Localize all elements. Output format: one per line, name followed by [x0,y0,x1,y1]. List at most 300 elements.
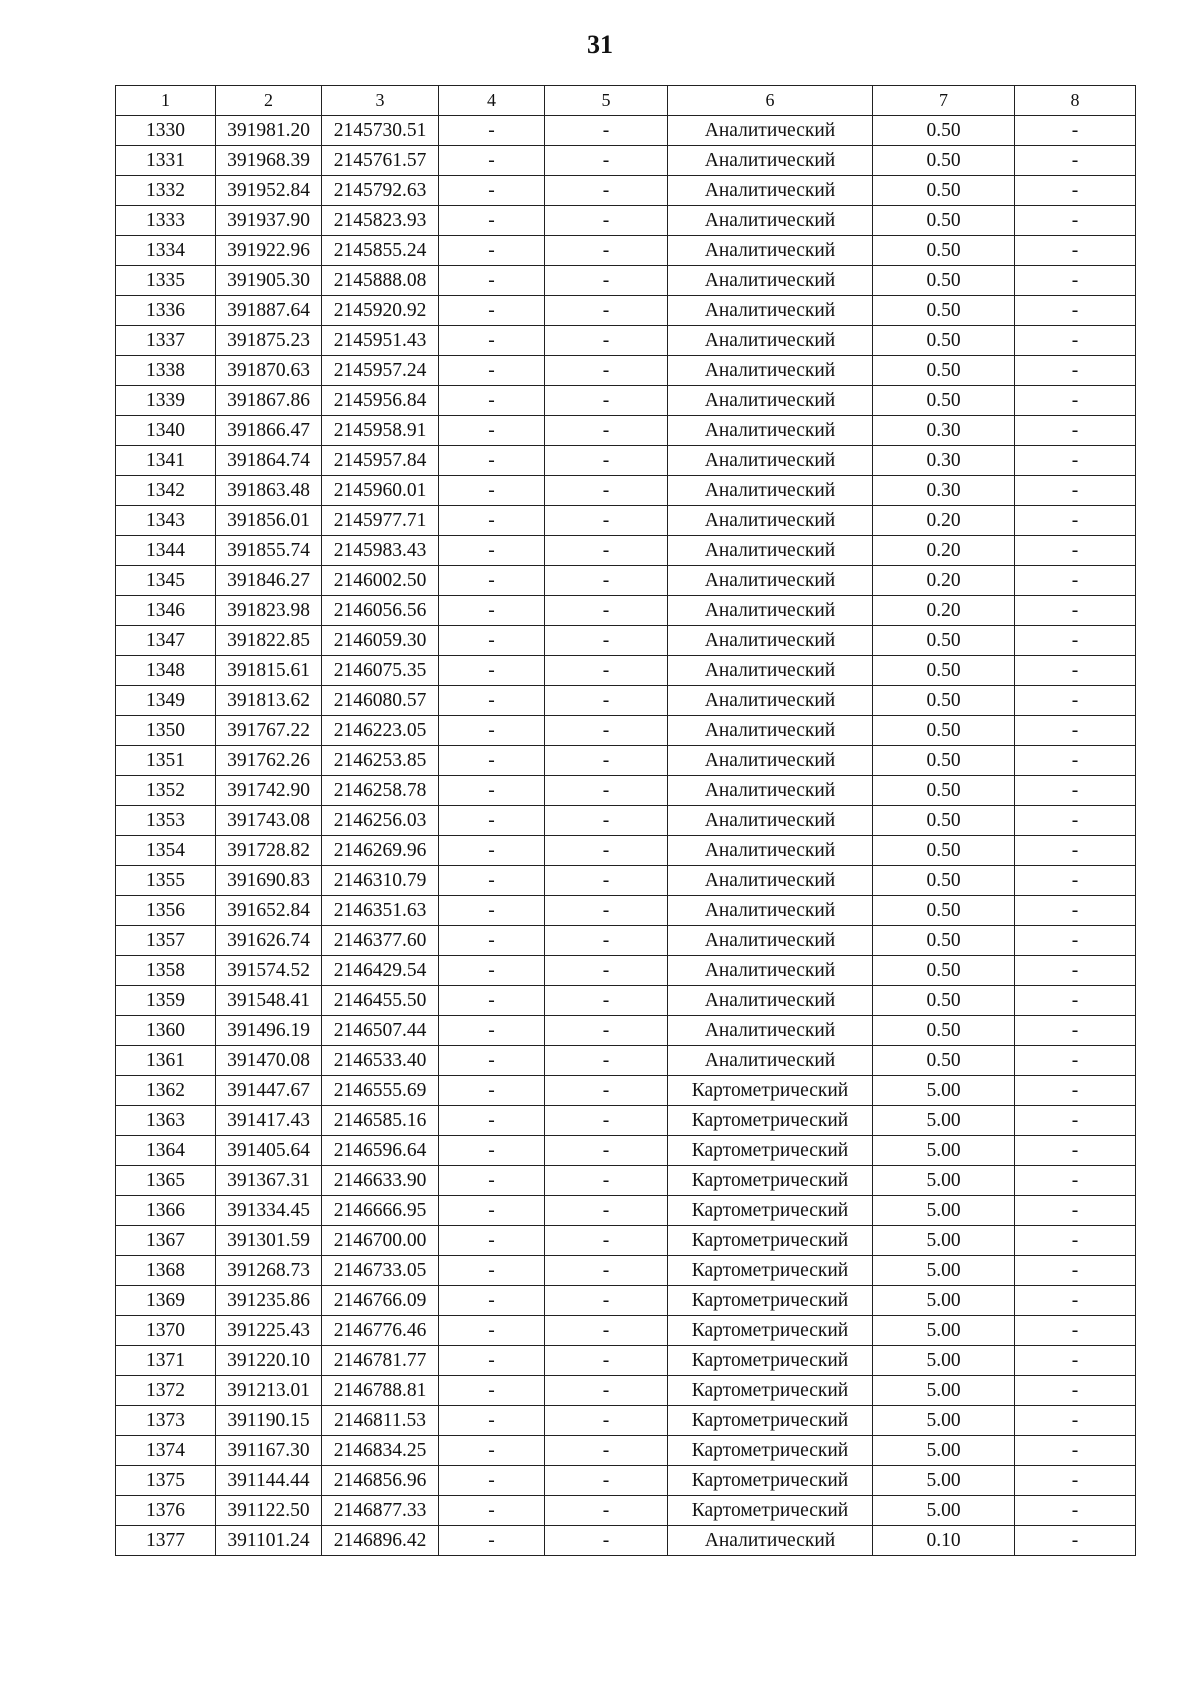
point-number-cell: 1340 [116,416,216,446]
table-row [116,1526,1136,1556]
table-row [116,1166,1136,1196]
table-row [116,446,1136,476]
method-cell: Аналитический [668,506,873,536]
y-coordinate-cell: 2146834.25 [322,1436,439,1466]
column-header: 2 [216,86,322,116]
y-coordinate-cell: 2145957.24 [322,356,439,386]
col5-cell: - [545,1106,668,1136]
y-coordinate-cell: 2145983.43 [322,536,439,566]
x-coordinate-cell: 391875.23 [216,326,322,356]
column-header: 5 [545,86,668,116]
x-coordinate-cell: 391213.01 [216,1376,322,1406]
method-cell: Аналитический [668,206,873,236]
x-coordinate-cell: 391864.74 [216,446,322,476]
point-number-cell: 1367 [116,1226,216,1256]
method-cell: Аналитический [668,386,873,416]
method-cell: Аналитический [668,356,873,386]
col5-cell: - [545,926,668,956]
col8-cell: - [1015,1316,1136,1346]
x-coordinate-cell: 391762.26 [216,746,322,776]
x-coordinate-cell: 391690.83 [216,866,322,896]
col4-cell: - [439,1106,545,1136]
method-cell: Аналитический [668,176,873,206]
accuracy-cell: 0.50 [873,746,1015,776]
col5-cell: - [545,1406,668,1436]
method-cell: Аналитический [668,956,873,986]
point-number-cell: 1346 [116,596,216,626]
y-coordinate-cell: 2146056.56 [322,596,439,626]
method-cell: Картометрический [668,1466,873,1496]
x-coordinate-cell: 391334.45 [216,1196,322,1226]
col4-cell: - [439,326,545,356]
x-coordinate-cell: 391742.90 [216,776,322,806]
col4-cell: - [439,1406,545,1436]
col4-cell: - [439,746,545,776]
point-number-cell: 1365 [116,1166,216,1196]
point-number-cell: 1348 [116,656,216,686]
col4-cell: - [439,1526,545,1556]
table-row [116,1136,1136,1166]
x-coordinate-cell: 391122.50 [216,1496,322,1526]
y-coordinate-cell: 2146811.53 [322,1406,439,1436]
accuracy-cell: 0.50 [873,206,1015,236]
col5-cell: - [545,866,668,896]
accuracy-cell: 0.50 [873,1016,1015,1046]
y-coordinate-cell: 2146002.50 [322,566,439,596]
x-coordinate-cell: 391235.86 [216,1286,322,1316]
accuracy-cell: 0.50 [873,266,1015,296]
col4-cell: - [439,1196,545,1226]
method-cell: Картометрический [668,1136,873,1166]
accuracy-cell: 0.50 [873,386,1015,416]
table-row [116,1106,1136,1136]
x-coordinate-cell: 391301.59 [216,1226,322,1256]
y-coordinate-cell: 2146596.64 [322,1136,439,1166]
x-coordinate-cell: 391220.10 [216,1346,322,1376]
col4-cell: - [439,1046,545,1076]
point-number-cell: 1363 [116,1106,216,1136]
table-row [116,1286,1136,1316]
y-coordinate-cell: 2145956.84 [322,386,439,416]
accuracy-cell: 0.50 [873,986,1015,1016]
accuracy-cell: 5.00 [873,1406,1015,1436]
y-coordinate-cell: 2146788.81 [322,1376,439,1406]
accuracy-cell: 0.20 [873,596,1015,626]
col5-cell: - [545,416,668,446]
col4-cell: - [439,1346,545,1376]
x-coordinate-cell: 391867.86 [216,386,322,416]
x-coordinate-cell: 391367.31 [216,1166,322,1196]
col5-cell: - [545,746,668,776]
x-coordinate-cell: 391447.67 [216,1076,322,1106]
accuracy-cell: 5.00 [873,1166,1015,1196]
method-cell: Аналитический [668,596,873,626]
col5-cell: - [545,1316,668,1346]
accuracy-cell: 0.10 [873,1526,1015,1556]
y-coordinate-cell: 2146666.95 [322,1196,439,1226]
table-row [116,956,1136,986]
col8-cell: - [1015,416,1136,446]
method-cell: Аналитический [668,896,873,926]
y-coordinate-cell: 2146776.46 [322,1316,439,1346]
method-cell: Аналитический [668,776,873,806]
x-coordinate-cell: 391101.24 [216,1526,322,1556]
point-number-cell: 1338 [116,356,216,386]
accuracy-cell: 0.50 [873,926,1015,956]
y-coordinate-cell: 2146080.57 [322,686,439,716]
point-number-cell: 1376 [116,1496,216,1526]
y-coordinate-cell: 2145977.71 [322,506,439,536]
col4-cell: - [439,566,545,596]
col5-cell: - [545,386,668,416]
col4-cell: - [439,296,545,326]
y-coordinate-cell: 2145958.91 [322,416,439,446]
point-number-cell: 1342 [116,476,216,506]
table-row [116,1496,1136,1526]
col8-cell: - [1015,1256,1136,1286]
col5-cell: - [545,896,668,926]
point-number-cell: 1332 [116,176,216,206]
col8-cell: - [1015,746,1136,776]
y-coordinate-cell: 2145792.63 [322,176,439,206]
x-coordinate-cell: 391855.74 [216,536,322,566]
point-number-cell: 1368 [116,1256,216,1286]
accuracy-cell: 0.50 [873,296,1015,326]
col5-cell: - [545,566,668,596]
col8-cell: - [1015,1406,1136,1436]
method-cell: Аналитический [668,1046,873,1076]
accuracy-cell: 0.50 [873,146,1015,176]
col8-cell: - [1015,1106,1136,1136]
method-cell: Аналитический [668,746,873,776]
table-row [116,296,1136,326]
accuracy-cell: 5.00 [873,1076,1015,1106]
accuracy-cell: 5.00 [873,1136,1015,1166]
table-row [116,716,1136,746]
col4-cell: - [439,1166,545,1196]
col8-cell: - [1015,1046,1136,1076]
method-cell: Аналитический [668,866,873,896]
accuracy-cell: 0.50 [873,896,1015,926]
x-coordinate-cell: 391144.44 [216,1466,322,1496]
col4-cell: - [439,1136,545,1166]
table-row [116,686,1136,716]
method-cell: Аналитический [668,1526,873,1556]
point-number-cell: 1362 [116,1076,216,1106]
x-coordinate-cell: 391887.64 [216,296,322,326]
col5-cell: - [545,836,668,866]
col5-cell: - [545,476,668,506]
col8-cell: - [1015,1016,1136,1046]
point-number-cell: 1343 [116,506,216,536]
method-cell: Аналитический [668,686,873,716]
col5-cell: - [545,1466,668,1496]
y-coordinate-cell: 2146256.03 [322,806,439,836]
x-coordinate-cell: 391496.19 [216,1016,322,1046]
accuracy-cell: 0.50 [873,176,1015,206]
method-cell: Аналитический [668,416,873,446]
col8-cell: - [1015,1466,1136,1496]
x-coordinate-cell: 391548.41 [216,986,322,1016]
point-number-cell: 1375 [116,1466,216,1496]
col8-cell: - [1015,356,1136,386]
col5-cell: - [545,176,668,206]
col8-cell: - [1015,866,1136,896]
y-coordinate-cell: 2146258.78 [322,776,439,806]
point-number-cell: 1336 [116,296,216,326]
table-row [116,1016,1136,1046]
col4-cell: - [439,446,545,476]
x-coordinate-cell: 391470.08 [216,1046,322,1076]
table-row [116,206,1136,236]
y-coordinate-cell: 2146766.09 [322,1286,439,1316]
col4-cell: - [439,686,545,716]
table-row [116,146,1136,176]
table-row [116,1406,1136,1436]
method-cell: Картометрический [668,1166,873,1196]
table-row [116,386,1136,416]
method-cell: Картометрический [668,1286,873,1316]
point-number-cell: 1352 [116,776,216,806]
accuracy-cell: 0.50 [873,716,1015,746]
col4-cell: - [439,656,545,686]
point-number-cell: 1344 [116,536,216,566]
y-coordinate-cell: 2146585.16 [322,1106,439,1136]
col8-cell: - [1015,1286,1136,1316]
col4-cell: - [439,416,545,446]
method-cell: Картометрический [668,1346,873,1376]
col8-cell: - [1015,566,1136,596]
point-number-cell: 1373 [116,1406,216,1436]
col4-cell: - [439,1376,545,1406]
y-coordinate-cell: 2145957.84 [322,446,439,476]
y-coordinate-cell: 2145960.01 [322,476,439,506]
col8-cell: - [1015,536,1136,566]
y-coordinate-cell: 2146700.00 [322,1226,439,1256]
col8-cell: - [1015,1166,1136,1196]
table-row [116,596,1136,626]
method-cell: Аналитический [668,836,873,866]
col8-cell: - [1015,236,1136,266]
y-coordinate-cell: 2146555.69 [322,1076,439,1106]
point-number-cell: 1359 [116,986,216,1016]
table-row [116,896,1136,926]
method-cell: Картометрический [668,1496,873,1526]
col5-cell: - [545,1196,668,1226]
accuracy-cell: 0.30 [873,416,1015,446]
table-row [116,986,1136,1016]
method-cell: Аналитический [668,656,873,686]
col5-cell: - [545,326,668,356]
table-row [116,176,1136,206]
accuracy-cell: 5.00 [873,1496,1015,1526]
table-row [116,1046,1136,1076]
col5-cell: - [545,116,668,146]
x-coordinate-cell: 391863.48 [216,476,322,506]
point-number-cell: 1353 [116,806,216,836]
y-coordinate-cell: 2145730.51 [322,116,439,146]
col8-cell: - [1015,386,1136,416]
col5-cell: - [545,956,668,986]
point-number-cell: 1374 [116,1436,216,1466]
point-number-cell: 1349 [116,686,216,716]
y-coordinate-cell: 2145761.57 [322,146,439,176]
x-coordinate-cell: 391815.61 [216,656,322,686]
accuracy-cell: 5.00 [873,1466,1015,1496]
table-row [116,1466,1136,1496]
point-number-cell: 1355 [116,866,216,896]
accuracy-cell: 0.30 [873,446,1015,476]
accuracy-cell: 5.00 [873,1226,1015,1256]
table-body [116,116,1136,1556]
table-row [116,866,1136,896]
point-number-cell: 1351 [116,746,216,776]
accuracy-cell: 0.50 [873,806,1015,836]
col4-cell: - [439,836,545,866]
col5-cell: - [545,596,668,626]
accuracy-cell: 0.50 [873,326,1015,356]
accuracy-cell: 0.50 [873,1046,1015,1076]
col5-cell: - [545,1136,668,1166]
point-number-cell: 1339 [116,386,216,416]
accuracy-cell: 0.30 [873,476,1015,506]
table-row [116,416,1136,446]
table-row [116,1256,1136,1286]
x-coordinate-cell: 391190.15 [216,1406,322,1436]
col4-cell: - [439,806,545,836]
point-number-cell: 1358 [116,956,216,986]
col8-cell: - [1015,806,1136,836]
col8-cell: - [1015,266,1136,296]
table-row [116,326,1136,356]
col5-cell: - [545,356,668,386]
table-row [116,1436,1136,1466]
col4-cell: - [439,1076,545,1106]
col8-cell: - [1015,1496,1136,1526]
col5-cell: - [545,1166,668,1196]
y-coordinate-cell: 2146856.96 [322,1466,439,1496]
col8-cell: - [1015,626,1136,656]
x-coordinate-cell: 391822.85 [216,626,322,656]
y-coordinate-cell: 2146455.50 [322,986,439,1016]
point-number-cell: 1361 [116,1046,216,1076]
method-cell: Картометрический [668,1376,873,1406]
accuracy-cell: 0.20 [873,506,1015,536]
table-row [116,746,1136,776]
accuracy-cell: 5.00 [873,1286,1015,1316]
point-number-cell: 1345 [116,566,216,596]
table-row [116,1196,1136,1226]
col4-cell: - [439,956,545,986]
x-coordinate-cell: 391225.43 [216,1316,322,1346]
col5-cell: - [545,1226,668,1256]
method-cell: Аналитический [668,986,873,1016]
x-coordinate-cell: 391626.74 [216,926,322,956]
col5-cell: - [545,1256,668,1286]
y-coordinate-cell: 2145855.24 [322,236,439,266]
table-row [116,1346,1136,1376]
point-number-cell: 1334 [116,236,216,266]
col4-cell: - [439,896,545,926]
col5-cell: - [545,1496,668,1526]
point-number-cell: 1330 [116,116,216,146]
point-number-cell: 1354 [116,836,216,866]
col4-cell: - [439,866,545,896]
method-cell: Аналитический [668,326,873,356]
point-number-cell: 1370 [116,1316,216,1346]
accuracy-cell: 0.50 [873,776,1015,806]
col4-cell: - [439,596,545,626]
col8-cell: - [1015,1136,1136,1166]
y-coordinate-cell: 2146269.96 [322,836,439,866]
x-coordinate-cell: 391813.62 [216,686,322,716]
col5-cell: - [545,536,668,566]
x-coordinate-cell: 391167.30 [216,1436,322,1466]
col8-cell: - [1015,1076,1136,1106]
x-coordinate-cell: 391981.20 [216,116,322,146]
x-coordinate-cell: 391652.84 [216,896,322,926]
x-coordinate-cell: 391952.84 [216,176,322,206]
accuracy-cell: 0.50 [873,836,1015,866]
coordinates-table [115,85,1136,1556]
y-coordinate-cell: 2146633.90 [322,1166,439,1196]
accuracy-cell: 0.50 [873,356,1015,386]
method-cell: Картометрический [668,1406,873,1436]
col4-cell: - [439,356,545,386]
point-number-cell: 1341 [116,446,216,476]
col8-cell: - [1015,206,1136,236]
col5-cell: - [545,236,668,266]
point-number-cell: 1364 [116,1136,216,1166]
method-cell: Аналитический [668,146,873,176]
col5-cell: - [545,206,668,236]
table-row [116,806,1136,836]
method-cell: Аналитический [668,236,873,266]
accuracy-cell: 5.00 [873,1316,1015,1346]
accuracy-cell: 0.50 [873,956,1015,986]
x-coordinate-cell: 391937.90 [216,206,322,236]
point-number-cell: 1372 [116,1376,216,1406]
y-coordinate-cell: 2146351.63 [322,896,439,926]
col8-cell: - [1015,1376,1136,1406]
col8-cell: - [1015,296,1136,326]
accuracy-cell: 5.00 [873,1106,1015,1136]
col5-cell: - [545,626,668,656]
header-row [116,86,1136,116]
table-row [116,1316,1136,1346]
col5-cell: - [545,506,668,536]
column-header: 8 [1015,86,1136,116]
col5-cell: - [545,446,668,476]
col8-cell: - [1015,506,1136,536]
col5-cell: - [545,776,668,806]
col5-cell: - [545,1046,668,1076]
col5-cell: - [545,656,668,686]
col8-cell: - [1015,326,1136,356]
method-cell: Аналитический [668,566,873,596]
y-coordinate-cell: 2146310.79 [322,866,439,896]
table-row [116,626,1136,656]
table-row [116,506,1136,536]
table-row [116,236,1136,266]
method-cell: Аналитический [668,476,873,506]
col5-cell: - [545,1076,668,1106]
col5-cell: - [545,1526,668,1556]
x-coordinate-cell: 391922.96 [216,236,322,266]
table-row [116,566,1136,596]
col4-cell: - [439,986,545,1016]
method-cell: Аналитический [668,296,873,326]
